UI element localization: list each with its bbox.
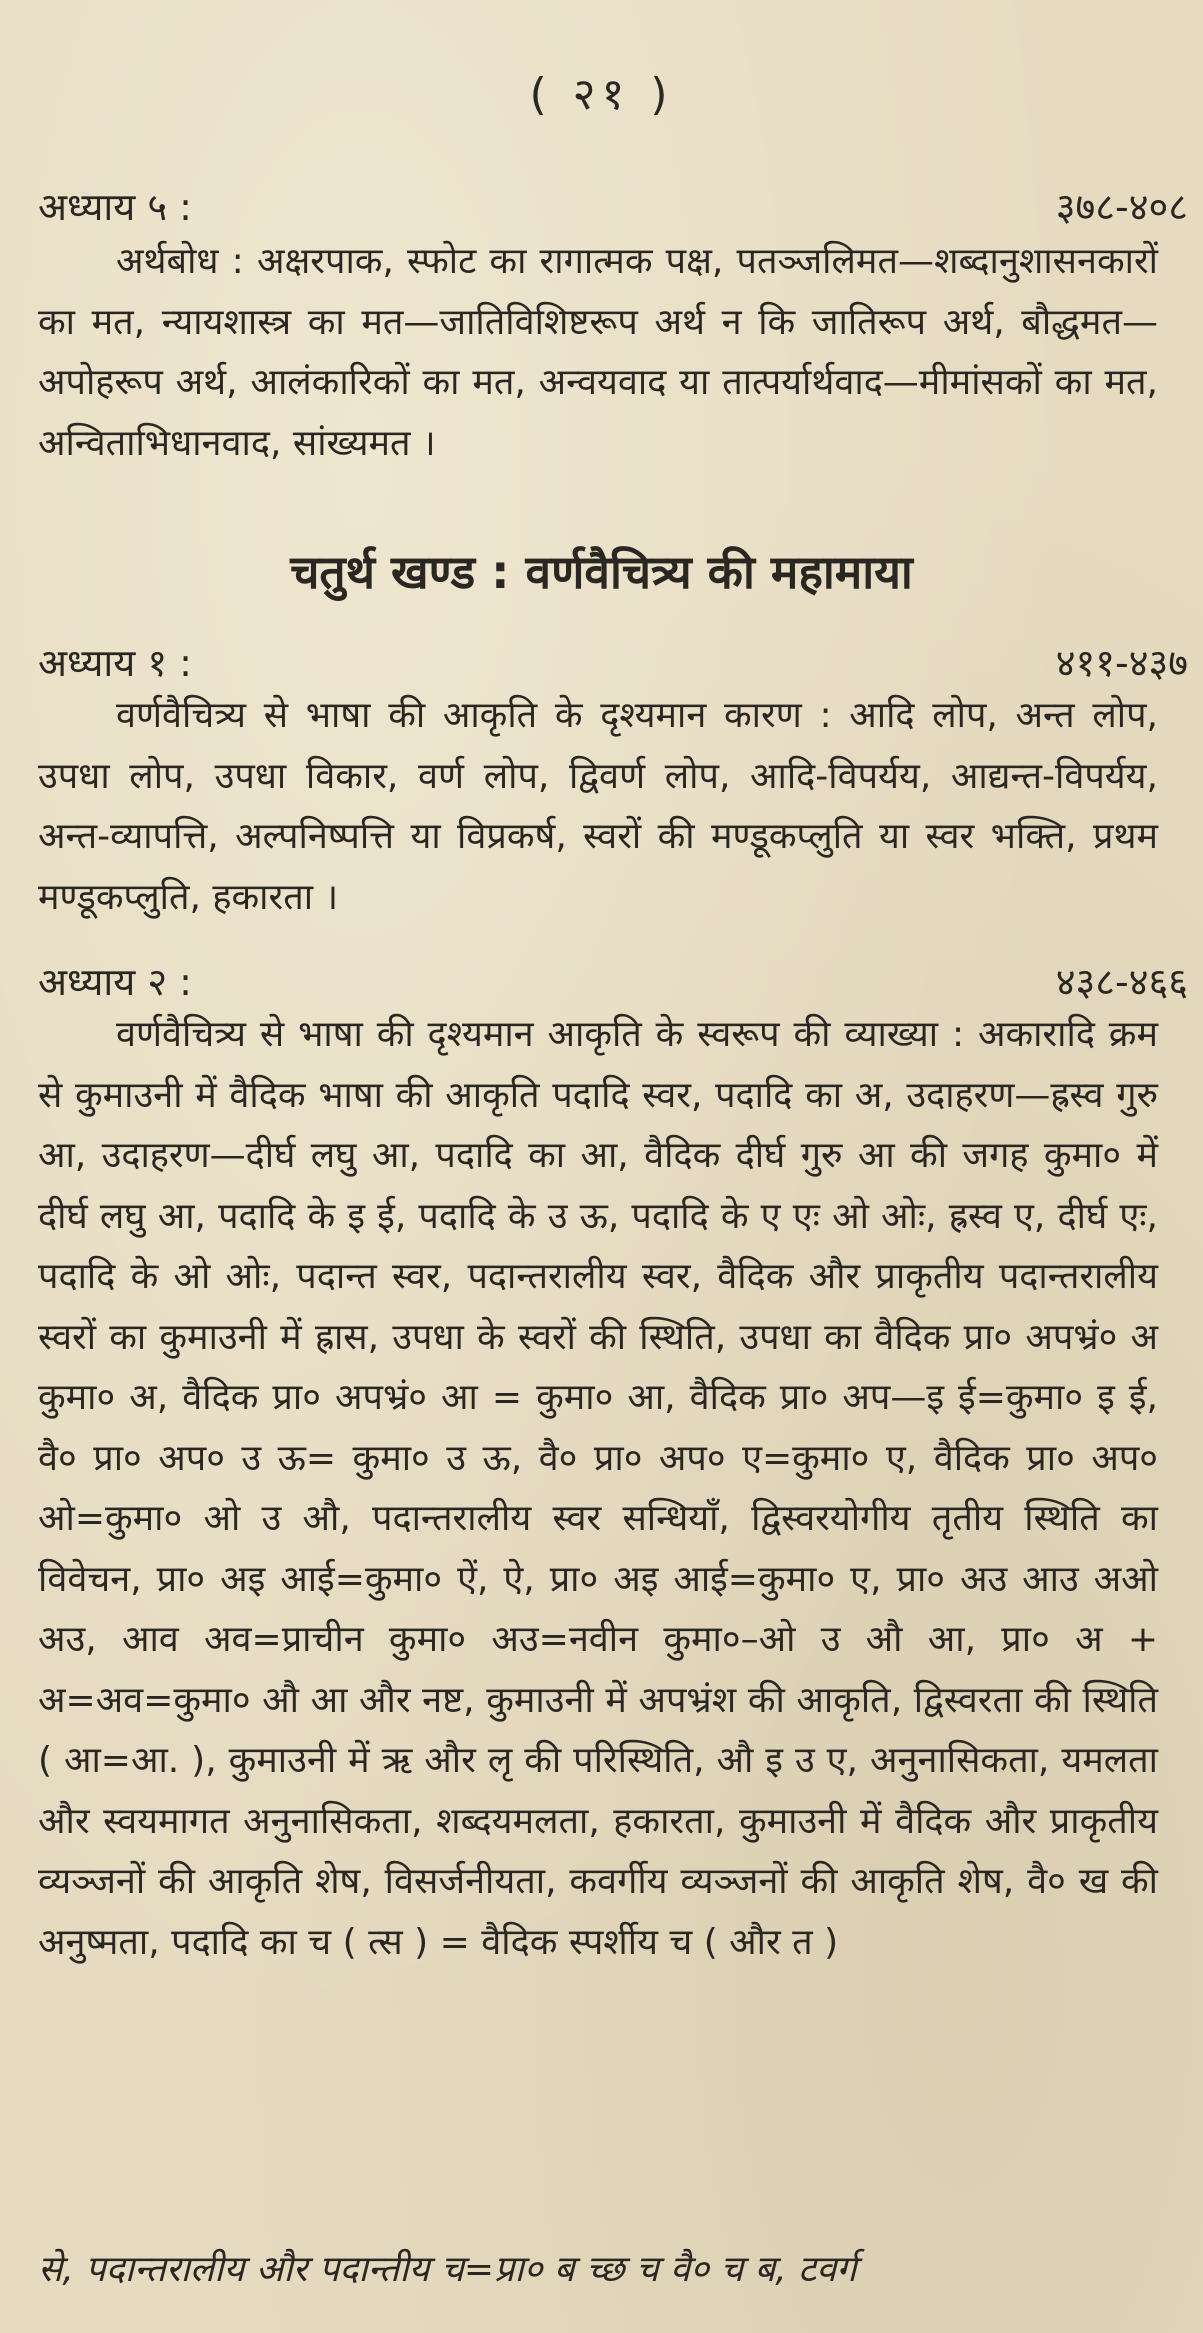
page-number: ( २१ ) — [529, 69, 674, 120]
chapter-page-range: ४३८-४६६ — [1055, 960, 1188, 1004]
part-heading: चतुर्थ खण्ड : वर्णवैचित्र्य की महामाया — [290, 545, 913, 599]
chapter-label: अध्याय १ : — [38, 641, 192, 685]
chapter-page-range: ३७८-४०८ — [1055, 185, 1188, 229]
chapter-5-summary: अर्थबोध : अक्षरपाक, स्फोट का रागात्मक पक्ष, पतञ्जलिमत—शब्दानुशासनकारों का मत, न्यायशास्त्र का मत—जातिविशिष्टरूप अर्थ न कि जातिरूप अर्थ, बौद्धमत—अपोहरूप अर्थ, आलंकारिकों का मत, अन्वयवाद या तात्पर्यार्थवाद—मीमांसकों का मत, अन्विताभिधानवाद, सांख्यमत । — [38, 241, 1158, 464]
chapter-page-range: ४११-४३७ — [1055, 641, 1188, 685]
chapter-5-header — [38, 180, 1188, 240]
chapter-label: अध्याय ५ : — [38, 185, 192, 229]
chapter-1-summary: वर्णवैचित्र्य से भाषा की आकृति के दृश्यमान कारण : आदि लोप, अन्त लोप, उपधा लोप, उपधा विकार, वर्ण लोप, द्विवर्ण लोप, आदि-विपर्यय, आद्यन्त-विपर्यय, अन्त-व्यापत्ति, अल्पनिष्पत्ति या विप्रकर्ष, स्वरों की मण्डूकप्लुति या स्वर भक्ति, प्रथम मण्डूकप्लुति, हकारता । — [38, 695, 1158, 918]
chapter-2-summary-continued: से, पदान्तरालीय और पदान्तीय च=प्रा० ब च्छ च वै० च ब, टवर्ग — [38, 2249, 857, 2290]
chapter-2-summary: वर्णवैचित्र्य से भाषा की दृश्यमान आकृति के स्वरूप की व्याख्या : अकारादि क्रम से कुमाउनी में वैदिक भाषा की आकृति पदादि स्वर, पदादि का अ, उदाहरण—ह्रस्व गुरु आ, उदाहरण—दीर्घ लघु आ, पदादि का आ, वैदिक दीर्घ गुरु आ की जगह कुमा० में दीर्घ लघु आ, पदादि के इ ई, पदादि के उ ऊ, पदादि के ए एः ओ ओः, ह्रस्व ए, दीर्घ एः, पदादि के ओ ओः, पदान्त स्वर, पदान्तरालीय स्वर, वैदिक और प्राकृतीय पदान्तरालीय स्वरों का कुमाउनी में ह्रास, उपधा के स्वरों की स्थिति, उपधा का वैदिक प्रा० अपभ्रं० अ कुमा० अ, वैदिक प्रा० अपभ्रं० आ = कुमा० आ, वैदिक प्रा० अप—इ ई=कुमा० इ ई, वै० प्रा० अप० उ ऊ= कुमा० उ ऊ, वै० प्रा० अप० ए=कुमा० ए, वैदिक प्रा० अप० ओ=कुमा० ओ उ औ, पदान्तरालीय स्वर सन्धियाँ, द्विस्वरयोगीय तृतीय स्थिति का विवेचन, प्रा० अइ आई=कुमा० ऐं, ऐ, प्रा० अइ आई=कुमा० ए, प्रा० अउ आउ अओ अउ, आव अव=प्राचीन कुमा० अउ=नवीन कुमा०–ओ उ औ आ, प्रा० अ + अ=अव=कुमा० औ आ और नष्ट, कुमाउनी में अपभ्रंश की आकृति, द्विस्वरता की स्थिति ( आ=आ. ), कुमाउनी में ऋ और लृ की परिस्थिति, औ इ उ ए, अनुनासिकता, यमलता और स्वयमागत अनुनासिकता, शब्दयमलता, हकारता, कुमाउनी में वैदिक और प्राकृतीय व्यञ्जनों की आकृति शेष, विसर्जनीयता, कवर्गीय व्यञ्जनों की आकृति शेष, वै० ख की अनुष्मता, पदादि का च ( त्स ) = वैदिक स्पर्शीय च ( और त ) — [38, 1014, 1158, 1963]
chapter-label: अध्याय २ : — [38, 960, 192, 1004]
